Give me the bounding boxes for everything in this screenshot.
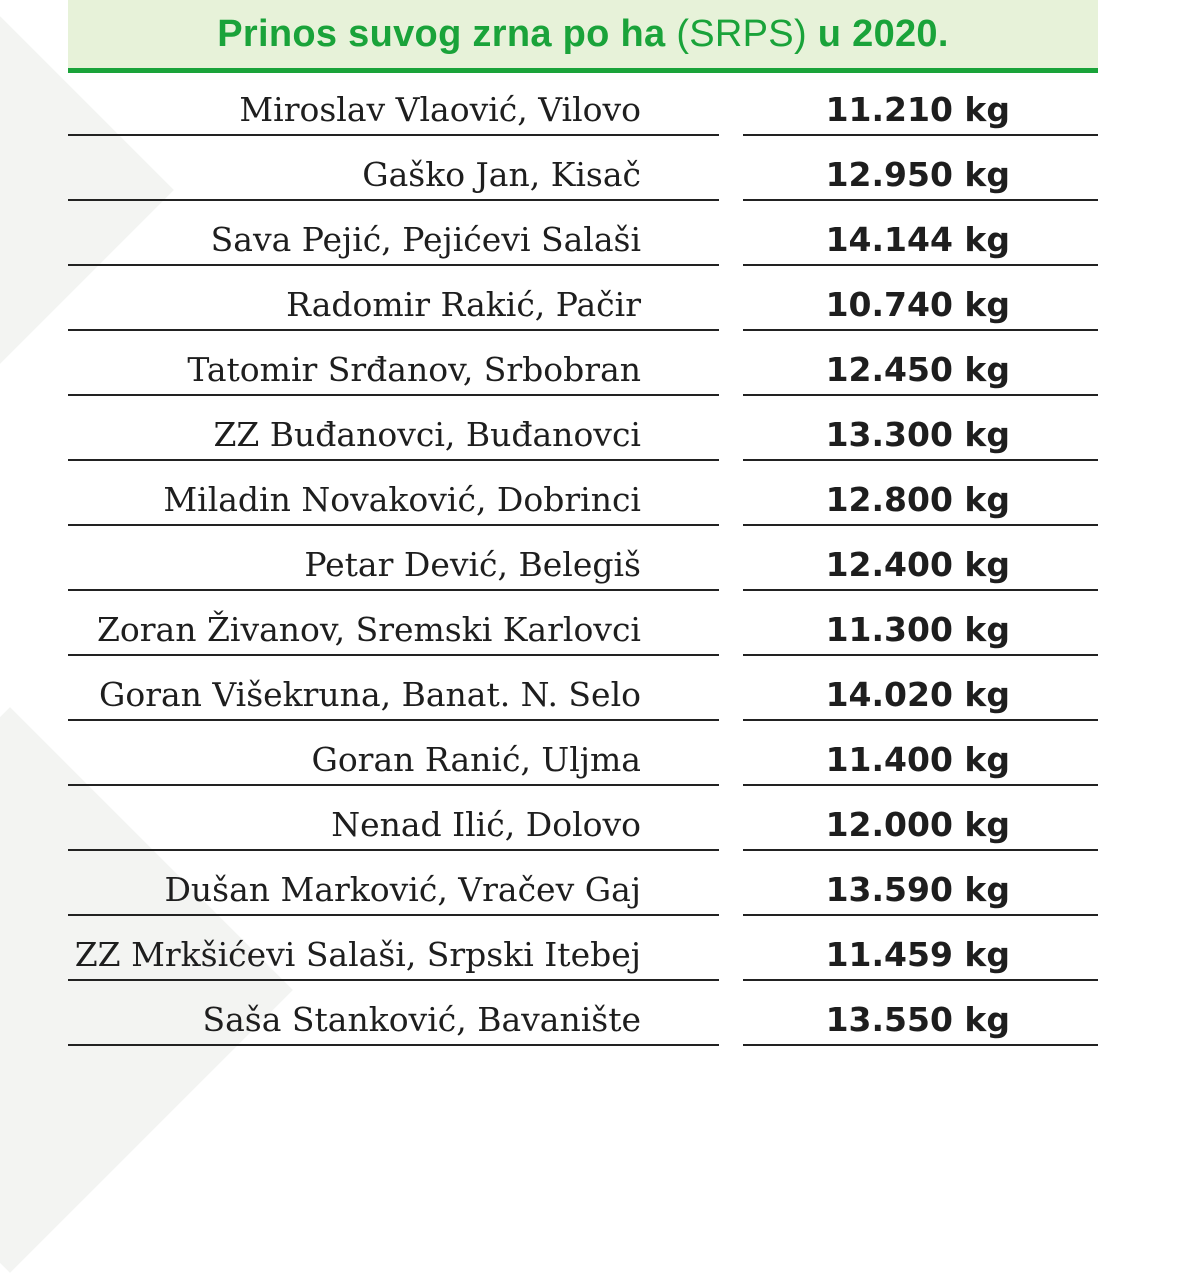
table-row: [68, 398, 1098, 463]
yield-value: 14.144 kg: [743, 203, 1098, 266]
grower-name: Nenad Ilić, Dolovo: [68, 788, 719, 851]
yield-value: 12.450 kg: [743, 333, 1098, 396]
yield-value: 10.740 kg: [743, 268, 1098, 331]
yield-value: 13.590 kg: [743, 853, 1098, 916]
yield-value: 14.020 kg: [743, 658, 1098, 721]
table-row: [68, 463, 1098, 528]
yield-value: 12.400 kg: [743, 528, 1098, 591]
table-row: [68, 593, 1098, 658]
grower-name: ZZ Mrkšićevi Salaši, Srpski Itebej: [68, 918, 719, 981]
title-year: u 2020.: [806, 12, 949, 55]
yield-value: 11.210 kg: [743, 73, 1098, 136]
yield-table: [68, 73, 1098, 1048]
grower-name: Radomir Rakić, Pačir: [68, 268, 719, 331]
grower-name: Saša Stanković, Bavanište: [68, 983, 719, 1046]
yield-value: 11.400 kg: [743, 723, 1098, 786]
yield-value: 13.300 kg: [743, 398, 1098, 461]
yield-value: 11.459 kg: [743, 918, 1098, 981]
table-row: [68, 73, 1098, 138]
grower-name: Dušan Marković, Vračev Gaj: [68, 853, 719, 916]
title-standard: (SRPS): [676, 12, 807, 55]
grower-name: Petar Dević, Belegiš: [68, 528, 719, 591]
grower-name: Sava Pejić, Pejićevi Salaši: [68, 203, 719, 266]
table-row: [68, 788, 1098, 853]
page-title: [217, 13, 948, 56]
yield-value: 12.000 kg: [743, 788, 1098, 851]
grower-name: Gaško Jan, Kisač: [68, 138, 719, 201]
table-row: [68, 918, 1098, 983]
grower-name: Miladin Novaković, Dobrinci: [68, 463, 719, 526]
yield-value: 11.300 kg: [743, 593, 1098, 656]
table-header: [68, 0, 1098, 73]
table-row: [68, 983, 1098, 1048]
grower-name: Goran Višekruna, Banat. N. Selo: [68, 658, 719, 721]
table-row: [68, 333, 1098, 398]
grower-name: ZZ Buđanovci, Buđanovci: [68, 398, 719, 461]
table-row: [68, 528, 1098, 593]
table-row: [68, 723, 1098, 788]
table-row: [68, 138, 1098, 203]
grower-name: Tatomir Srđanov, Srbobran: [68, 333, 719, 396]
yield-value: 12.800 kg: [743, 463, 1098, 526]
table-row: [68, 658, 1098, 723]
title-main: Prinos suvog zrna po ha: [217, 12, 677, 55]
table-row: [68, 853, 1098, 918]
table-row: [68, 203, 1098, 268]
yield-value: 12.950 kg: [743, 138, 1098, 201]
table-row: [68, 268, 1098, 333]
grower-name: Miroslav Vlaović, Vilovo: [68, 73, 719, 136]
grower-name: Zoran Živanov, Sremski Karlovci: [68, 593, 719, 656]
grower-name: Goran Ranić, Uljma: [68, 723, 719, 786]
yield-value: 13.550 kg: [743, 983, 1098, 1046]
